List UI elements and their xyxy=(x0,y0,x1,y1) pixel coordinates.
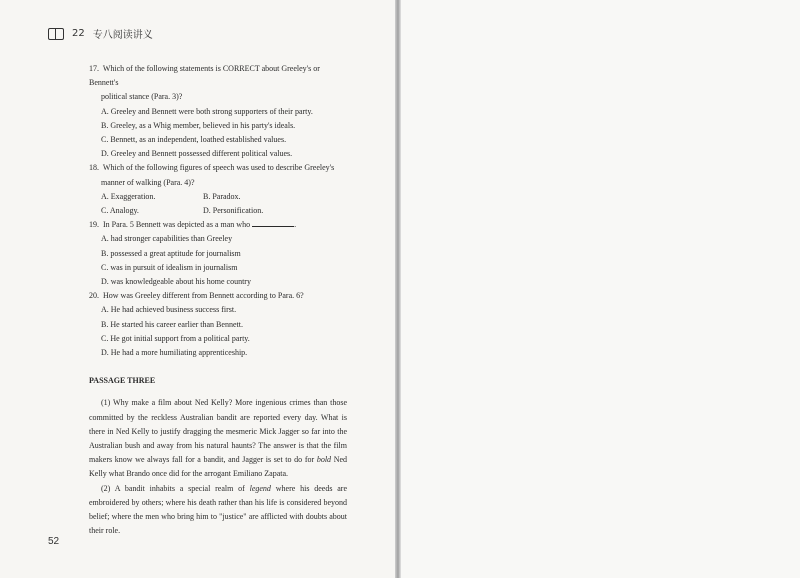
option: C. Analogy. xyxy=(101,206,139,216)
question-stem-continued: manner of walking (Para. 4)? xyxy=(101,177,195,187)
option: D. He had a more humiliating apprenticeship. xyxy=(101,348,248,358)
paragraph-label: (2) xyxy=(101,483,111,493)
question-number: 18. xyxy=(89,163,99,173)
paragraph-line: their role. xyxy=(89,526,121,536)
page-content xyxy=(89,62,347,539)
question-20 xyxy=(89,289,347,303)
book-spine xyxy=(395,0,401,578)
option: C. Bennett, as an independent, loathed established values. xyxy=(101,135,287,145)
question-stem-continued: political stance (Para. 3)? xyxy=(101,92,183,102)
question-18 xyxy=(89,161,347,175)
italic-word: bold xyxy=(316,455,332,465)
paragraph-1 xyxy=(89,396,347,481)
paragraph-2 xyxy=(89,482,347,539)
option: B. possessed a great aptitude for journalism xyxy=(101,248,241,258)
option: B. Greeley, as a Whig member, believed in his party's ideals. xyxy=(101,120,296,130)
paragraph-line: Why make a film about Ned Kelly? More ingenious crimes than those xyxy=(113,398,348,408)
paragraph-line: belief; where the men who bring him to "justice" are afflicted with doubts about xyxy=(89,512,347,522)
passage-title: PASSAGE THREE xyxy=(89,376,156,386)
question-stem: Which of the following statements is CORRECT about Greeley's or Bennett's xyxy=(89,64,320,88)
question-number: 17. xyxy=(89,64,99,73)
paragraph-label: (1) xyxy=(101,398,111,408)
book-icon xyxy=(48,28,64,40)
option: B. Paradox. xyxy=(203,191,241,201)
question-stem: In Para. 5 Bennett was depicted as a man who xyxy=(103,220,251,230)
question-stem: How was Greeley different from Bennett according to Para. 6? xyxy=(103,291,304,301)
option: B. He started his career earlier than Bennett. xyxy=(101,319,243,329)
question-stem-end: . xyxy=(294,220,297,230)
option-row xyxy=(89,190,347,204)
chapter-number: 22 xyxy=(72,28,85,39)
header-title: 专八阅读讲义 xyxy=(92,30,153,41)
paragraph-line: Kelly what Brando once did for the arrogant Emiliano Zapata. xyxy=(89,469,289,479)
paragraph-line: embroidered by others; where his death rather than his life is considered beyond xyxy=(89,497,347,507)
paragraph-line: makers know we always fall for a bandit, and Jagger is set to do for xyxy=(89,455,315,465)
page-number: 52 xyxy=(48,536,60,547)
question-17 xyxy=(89,62,347,90)
right-page xyxy=(400,0,800,578)
option: C. was in pursuit of idealism in journalism xyxy=(101,262,238,272)
paragraph-line: committed by the reckless Australian bandit are reported every day. What is xyxy=(89,412,347,422)
running-header xyxy=(48,26,153,41)
option: D. Greeley and Bennett possessed different political values. xyxy=(101,149,293,159)
question-number: 19. xyxy=(89,220,99,230)
option: D. Personification. xyxy=(203,206,264,216)
option: D. was knowledgeable about his home country xyxy=(101,277,251,287)
paragraph-line: where his deeds are xyxy=(275,483,348,493)
option: A. had stronger capabilities than Greeley xyxy=(101,234,233,244)
paragraph-line: Ned xyxy=(333,455,348,465)
paragraph-line: there in Ned Kelly to justify dragging the mesmeric Mick Jagger so far into the xyxy=(89,426,347,436)
option-row xyxy=(89,204,347,218)
answer-blank xyxy=(252,218,297,230)
question-number: 20. xyxy=(89,291,99,301)
option: C. He got initial support from a political party. xyxy=(101,333,250,343)
paragraph-line: Australian bush and away from his natural haunts? The answer is that the film xyxy=(89,441,347,451)
option: A. He had achieved business success first. xyxy=(101,305,237,315)
paragraph-line: A bandit inhabits a special realm of xyxy=(114,483,245,493)
italic-word: legend xyxy=(249,483,271,493)
question-stem: Which of the following figures of speech was used to describe Greeley's xyxy=(102,163,335,173)
option: A. Greeley and Bennett were both strong supporters of their party. xyxy=(101,106,313,116)
question-19 xyxy=(89,218,347,232)
option: A. Exaggeration. xyxy=(101,191,156,201)
